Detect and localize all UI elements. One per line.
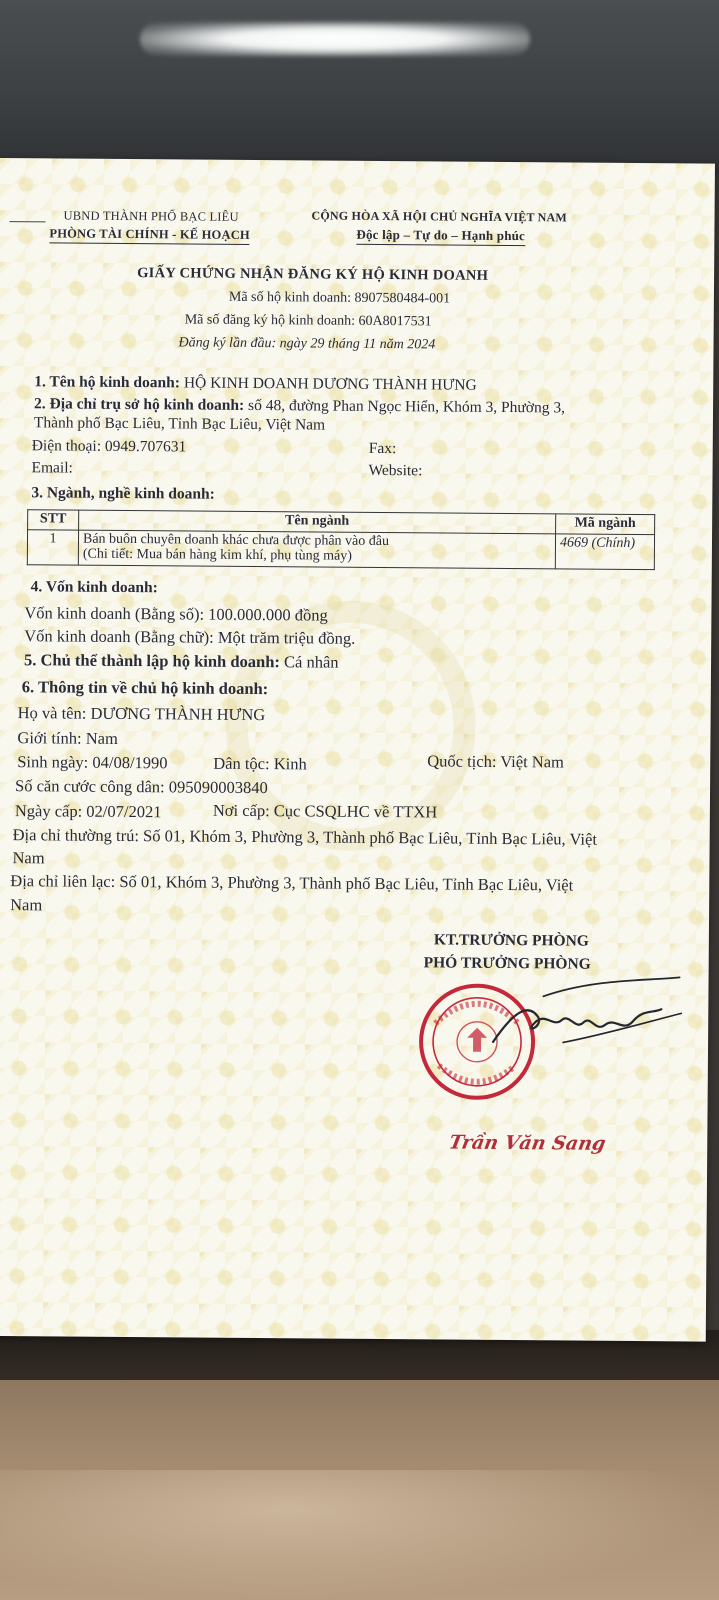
email: Email: [31,459,73,477]
signer-name: Trần Văn Sang [447,1131,608,1155]
address-value-line2: Thành phố Bạc Liêu, Tỉnh Bạc Liêu, Việt Nam [33,414,326,434]
capital-words: Vốn kinh doanh (Bằng chữ): Một trăm triệu đồng. [24,626,356,648]
industry-section-label: 3. Ngành, nghề kinh doanh: [31,484,215,503]
column-header-name: Tên ngành [79,510,556,534]
owner-permanent-address-line2: Nam [12,848,45,868]
owner-section-label: 6. Thông tin về chủ hộ kinh doanh: [21,677,269,699]
republic-title: CỘNG HÒA XÃ HỘI CHỦ NGHĨA VIỆT NAM [311,208,567,225]
industry-name-line1: Bán buôn chuyên doanh khác chưa được phân vào đâu [82,531,390,550]
signer-title-1: KT.TRƯỞNG PHÒNG [433,931,589,950]
issuer-line-2: PHÒNG TÀI CHÍNH - KẾ HOẠCH [49,226,250,245]
business-name-value: HỘ KINH DOANH DƯƠNG THÀNH HƯNG [183,374,477,394]
founder-type-value: Cá nhân [283,652,339,672]
industry-name-line2: (Chi tiết: Mua bán hàng kim khí, phụ tùng máy) [82,546,353,564]
first-registration-date: Đăng ký lần đầu: ngày 29 tháng 11 năm 2024 [178,335,436,353]
registration-code: Mã số đăng ký hộ kinh doanh: 60A8017531 [184,312,432,330]
business-code: Mã số hộ kinh doanh: 8907580484-001 [228,289,451,307]
certificate-paper [0,158,715,1342]
founder-type-label: 5. Chủ thể thành lập hộ kinh doanh: [23,650,281,672]
cell-industry-name [78,530,555,569]
owner-birth-date: Sinh ngày: 04/08/1990 [17,752,168,773]
column-header-code: Mã ngành [556,514,655,535]
owner-id-issue-date: Ngày cấp: 02/07/2021 [14,801,162,822]
fax: Fax: [368,439,397,458]
column-header-stt: STT [28,510,79,530]
header-dash [9,221,45,222]
owner-ethnicity: Dân tộc: Kinh [213,753,307,774]
address-label: 2. Địa chỉ trụ sở hộ kinh doanh: [34,395,245,414]
handwritten-signature [483,972,684,1064]
owner-id-number: Số căn cước công dân: 095090003840 [14,776,268,798]
phone: Điện thoại: 0949.707631 [31,437,187,456]
founder-type-row [24,650,339,672]
business-name-label: 1. Tên hộ kinh doanh: [34,373,181,392]
owner-nationality: Quốc tịch: Việt Nam [427,751,564,772]
document-title: GIẤY CHỨNG NHẬN ĐĂNG KÝ HỘ KINH DOANH [137,265,489,284]
owner-gender: Giới tính: Nam [17,728,118,748]
cell-stt: 1 [27,530,78,565]
owner-contact-address-line1: Địa chỉ liên lạc: Số 01, Khóm 3, Phường 3, Thành phố Bạc Liêu, Tỉnh Bạc Liêu, Việt [10,871,574,895]
issuer-line-1: UBND THÀNH PHỐ BẠC LIÊU [63,208,239,224]
website: Website: [368,461,423,480]
signer-title-2: PHÓ TRƯỞNG PHÒNG [423,954,591,973]
owner-contact-address-line2: Nam [10,895,43,915]
table-row [27,530,654,570]
owner-full-name: Họ và tên: DƯƠNG THÀNH HƯNG [17,703,266,725]
business-name-row [34,373,477,394]
ceiling-light [140,22,530,56]
owner-permanent-address-line1: Địa chỉ thường trú: Số 01, Khóm 3, Phường 3, Thành phố Bạc Liêu, Tỉnh Bạc Liêu, Việt [12,825,598,849]
industry-table [27,509,655,570]
cell-industry-code: 4669 (Chính) [555,534,654,570]
owner-id-issue-place: Nơi cấp: Cục CSQLHC về TTXH [212,800,438,822]
national-motto: Độc lập – Tự do – Hạnh phúc [356,227,525,246]
capital-section-label: 4. Vốn kinh doanh: [30,578,158,597]
capital-numeric: Vốn kinh doanh (Bằng số): 100.000.000 đồng [24,603,328,625]
background-fabric-highlight [0,1470,719,1600]
address-value-line1: số 48, đường Phan Ngọc Hiển, Khóm 3, Phường 3, [248,396,566,417]
